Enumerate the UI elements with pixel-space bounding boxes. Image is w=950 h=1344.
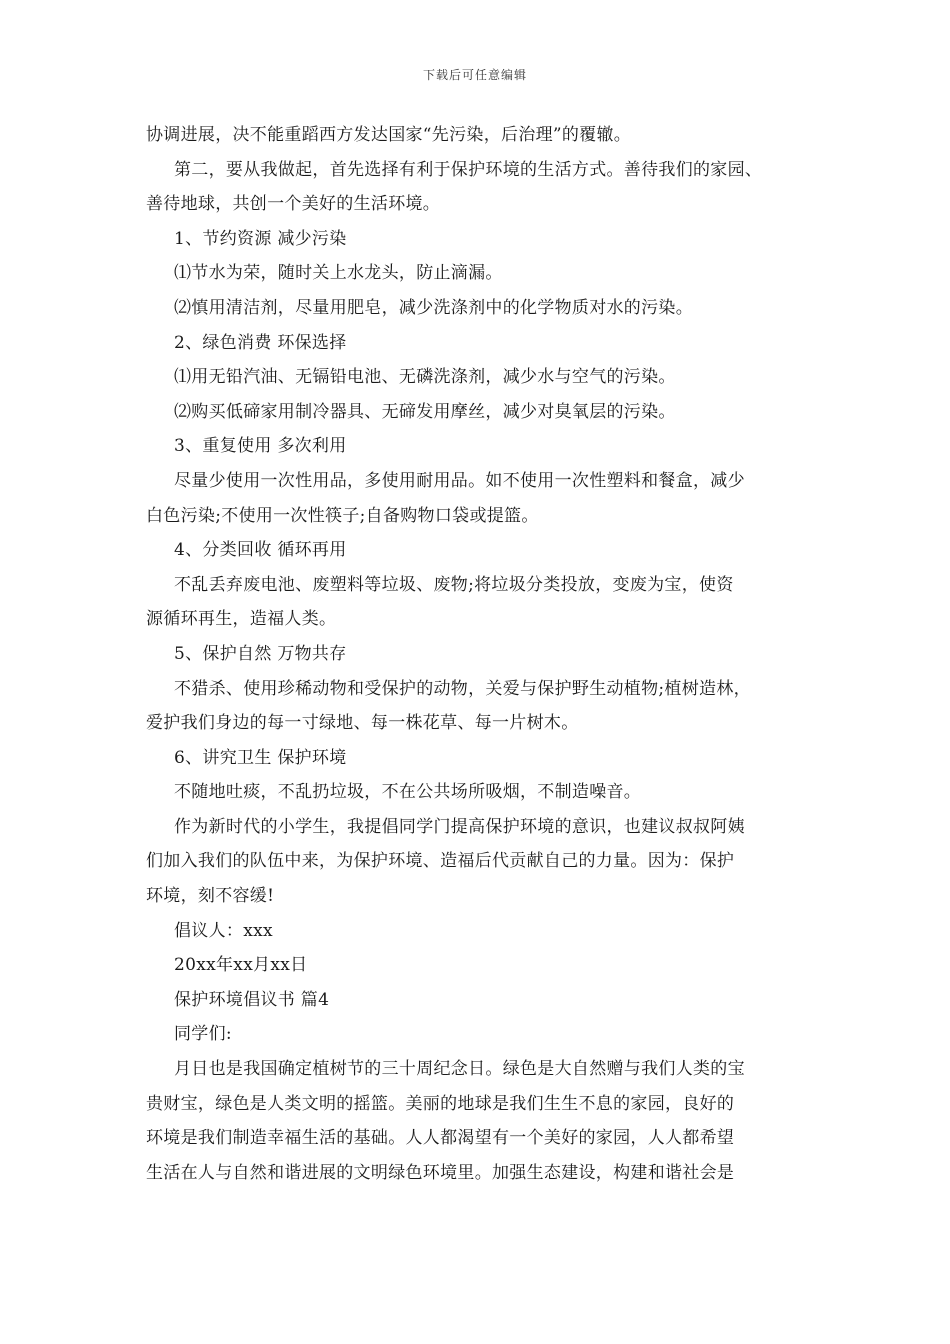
text-line: 爱护我们身边的每一寸绿地、每一株花草、每一片树木。 [146, 713, 579, 734]
list-item: ⑵购买低碲家用制冷器具、无碲发用摩丝，减少对臭氧层的污染。 [174, 401, 676, 422]
date-line: 20xx年xx月xx日 [174, 955, 308, 976]
text-line: 贵财宝，绿色是人类文明的摇篮。美丽的地球是我们生生不息的家园，良好的 [146, 1093, 735, 1114]
text-line: 月日也是我国确定植树节的三十周纪念日。绿色是大自然赠与我们人类的宝 [174, 1059, 745, 1080]
signature-line: 倡议人：xxx [174, 920, 273, 941]
text-line: 作为新时代的小学生，我提倡同学门提高保护环境的意识，也建议叔叔阿姨 [174, 816, 745, 837]
text-line: 生活在人与自然和谐进展的文明绿色环境里。加强生态建设，构建和谐社会是 [146, 1162, 735, 1183]
section-heading: 5、保护自然 万物共存 [174, 643, 347, 664]
list-item: ⑵慎用清洁剂，尽量用肥皂，减少洗涤剂中的化学物质对水的污染。 [174, 297, 693, 318]
list-item: ⑴节水为荣，随时关上水龙头，防止滴漏。 [174, 263, 503, 284]
text-line: 环境，刻不容缓! [146, 886, 275, 907]
section-heading: 3、重复使用 多次利用 [174, 436, 347, 457]
text-line: 们加入我们的队伍中来，为保护环境、造福后代贡献自己的力量。因为：保护 [146, 851, 735, 872]
section-heading: 6、讲究卫生 保护环境 [174, 747, 347, 768]
list-item: ⑴用无铅汽油、无镉铅电池、无磷洗涤剂，减少水与空气的污染。 [174, 367, 676, 388]
text-line: 不猎杀、使用珍稀动物和受保护的动物，关爱与保护野生动植物;植树造林， [174, 678, 751, 699]
text-line: 不乱丢弃废电池、废塑料等垃圾、废物;将垃圾分类投放，变废为宝，使资 [174, 574, 734, 595]
page-header: 下载后可任意编辑 [422, 68, 527, 82]
document-title: 保护环境倡议书 篇4 [174, 989, 330, 1010]
document-body [146, 118, 814, 1190]
text-line: 白色污染;不使用一次性筷子;自备购物口袋或提篮。 [146, 505, 539, 526]
section-heading: 2、绿色消费 环保选择 [174, 332, 347, 353]
text-line: 尽量少使用一次性用品，多使用耐用品。如不使用一次性塑料和餐盒，减少 [174, 470, 745, 491]
text-line: 善待地球，共创一个美好的生活环境。 [146, 194, 441, 215]
text-line: 环境是我们制造幸福生活的基础。人人都渴望有一个美好的家园，人人都希望 [146, 1128, 735, 1149]
text-line: 协调进展，决不能重蹈西方发达国家“先污染，后治理”的覆辙。 [146, 125, 632, 145]
text-line: 第二，要从我做起，首先选择有利于保护环境的生活方式。善待我们的家园、 [174, 159, 763, 180]
text-line: 源循环再生，造福人类。 [146, 609, 337, 630]
salutation: 同学们: [174, 1024, 232, 1045]
text-line: 不随地吐痰，不乱扔垃圾，不在公共场所吸烟，不制造噪音。 [174, 782, 642, 803]
section-heading: 4、分类回收 循环再用 [174, 540, 347, 561]
section-heading: 1、节约资源 减少污染 [174, 228, 347, 249]
